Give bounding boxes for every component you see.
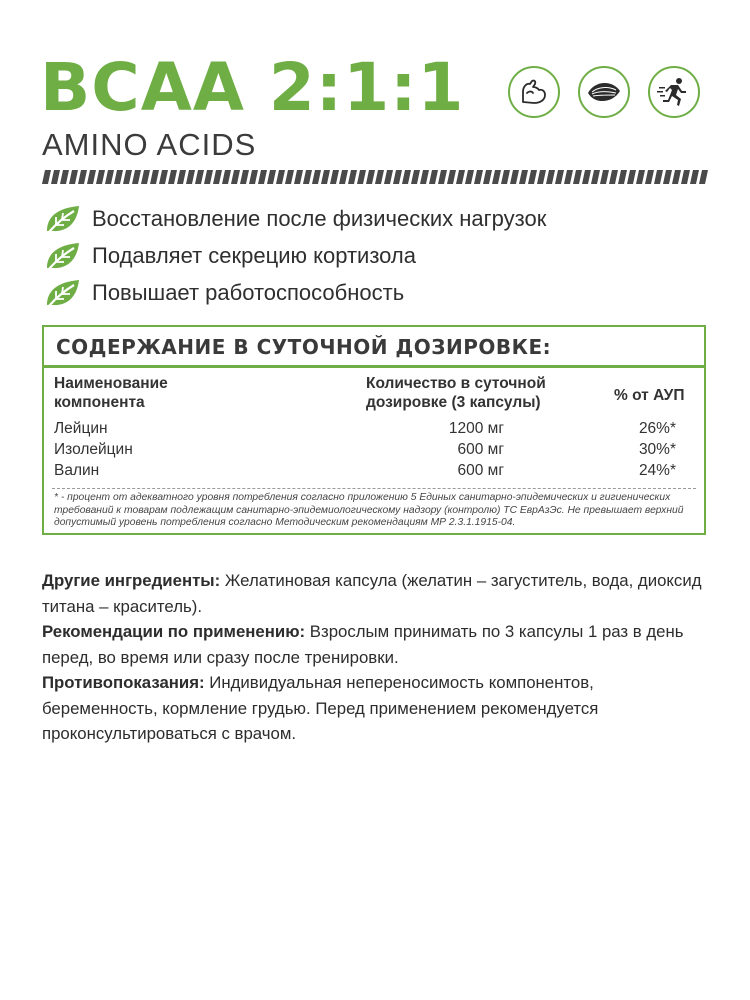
other-ingredients xyxy=(42,568,712,619)
benefit-text: Восстановление после физических нагрузок xyxy=(92,205,547,231)
runner-icon xyxy=(648,66,700,118)
contraindications xyxy=(42,670,712,747)
benefit-text: Повышает работоспособность xyxy=(92,279,405,305)
product-info xyxy=(42,568,712,747)
leaf-icon xyxy=(44,203,82,235)
list-item xyxy=(44,237,546,274)
dosage-title-divider xyxy=(44,365,704,368)
other-ingredients-label: Другие ингредиенты: xyxy=(42,571,221,590)
footnote: * - процент от адекватного уровня потребления согласно приложению 5 Единых санитарно-эпидемических и гигиенических требований к товарам подлежащим санитарно-эпидемиологическому надзору (контролю) ТС ЕврАзЭс. Не превышает верхний допустимый уровень потребления согласно Методическим рекомендациям МР 2.3.1.1915-04. xyxy=(54,492,684,528)
muscle-arm-icon xyxy=(508,66,560,118)
contraindications-text: Индивидуальная непереносимость компонентов, беременность, кормление грудью. Перед применением рекомендуется проконсультироваться с врачом. xyxy=(42,673,599,743)
component-pct: 26%* xyxy=(638,420,676,437)
product-title: BCAA 2:1:1 xyxy=(40,49,465,126)
feature-badges xyxy=(508,66,700,118)
product-subtitle: AMINO ACIDS xyxy=(42,127,257,162)
table-row xyxy=(44,462,704,483)
column-header-name: Наименование компонента xyxy=(54,375,168,411)
usage-recommendations xyxy=(42,619,712,670)
component-qty: 600 мг xyxy=(457,462,504,479)
component-name: Валин xyxy=(54,462,100,479)
column-header-qty: Количество в суточной дозировке (3 капсулы) xyxy=(366,375,546,411)
muscle-fiber-icon xyxy=(578,66,630,118)
benefits-list xyxy=(44,200,546,311)
table-row xyxy=(44,441,704,462)
leaf-icon xyxy=(44,277,82,309)
header-divider xyxy=(42,170,708,184)
leaf-icon xyxy=(44,240,82,272)
list-item xyxy=(44,274,546,311)
usage-text: Взрослым принимать по 3 капсулы 1 раз в день перед, во время или сразу после тренировки. xyxy=(42,622,684,667)
component-name: Изолейцин xyxy=(54,441,133,458)
column-header-pct: % от АУП xyxy=(614,387,685,404)
contraindications-label: Противопоказания: xyxy=(42,673,205,692)
list-item xyxy=(44,200,546,237)
usage-label: Рекомендации по применению: xyxy=(42,622,306,641)
component-name: Лейцин xyxy=(54,420,108,437)
component-qty: 1200 мг xyxy=(448,420,504,437)
table-row xyxy=(44,420,704,441)
component-pct: 24%* xyxy=(638,462,676,479)
component-qty: 600 мг xyxy=(457,441,504,458)
dosage-table xyxy=(42,325,706,535)
footnote-divider xyxy=(52,488,696,489)
benefit-text: Подавляет секрецию кортизола xyxy=(92,242,416,268)
other-ingredients-text: Желатиновая капсула (желатин – загуститель, вода, диоксид титана – краситель). xyxy=(42,571,702,616)
dosage-title: СОДЕРЖАНИЕ В СУТОЧНОЙ ДОЗИРОВКЕ: xyxy=(56,335,552,359)
component-pct: 30%* xyxy=(638,441,676,458)
